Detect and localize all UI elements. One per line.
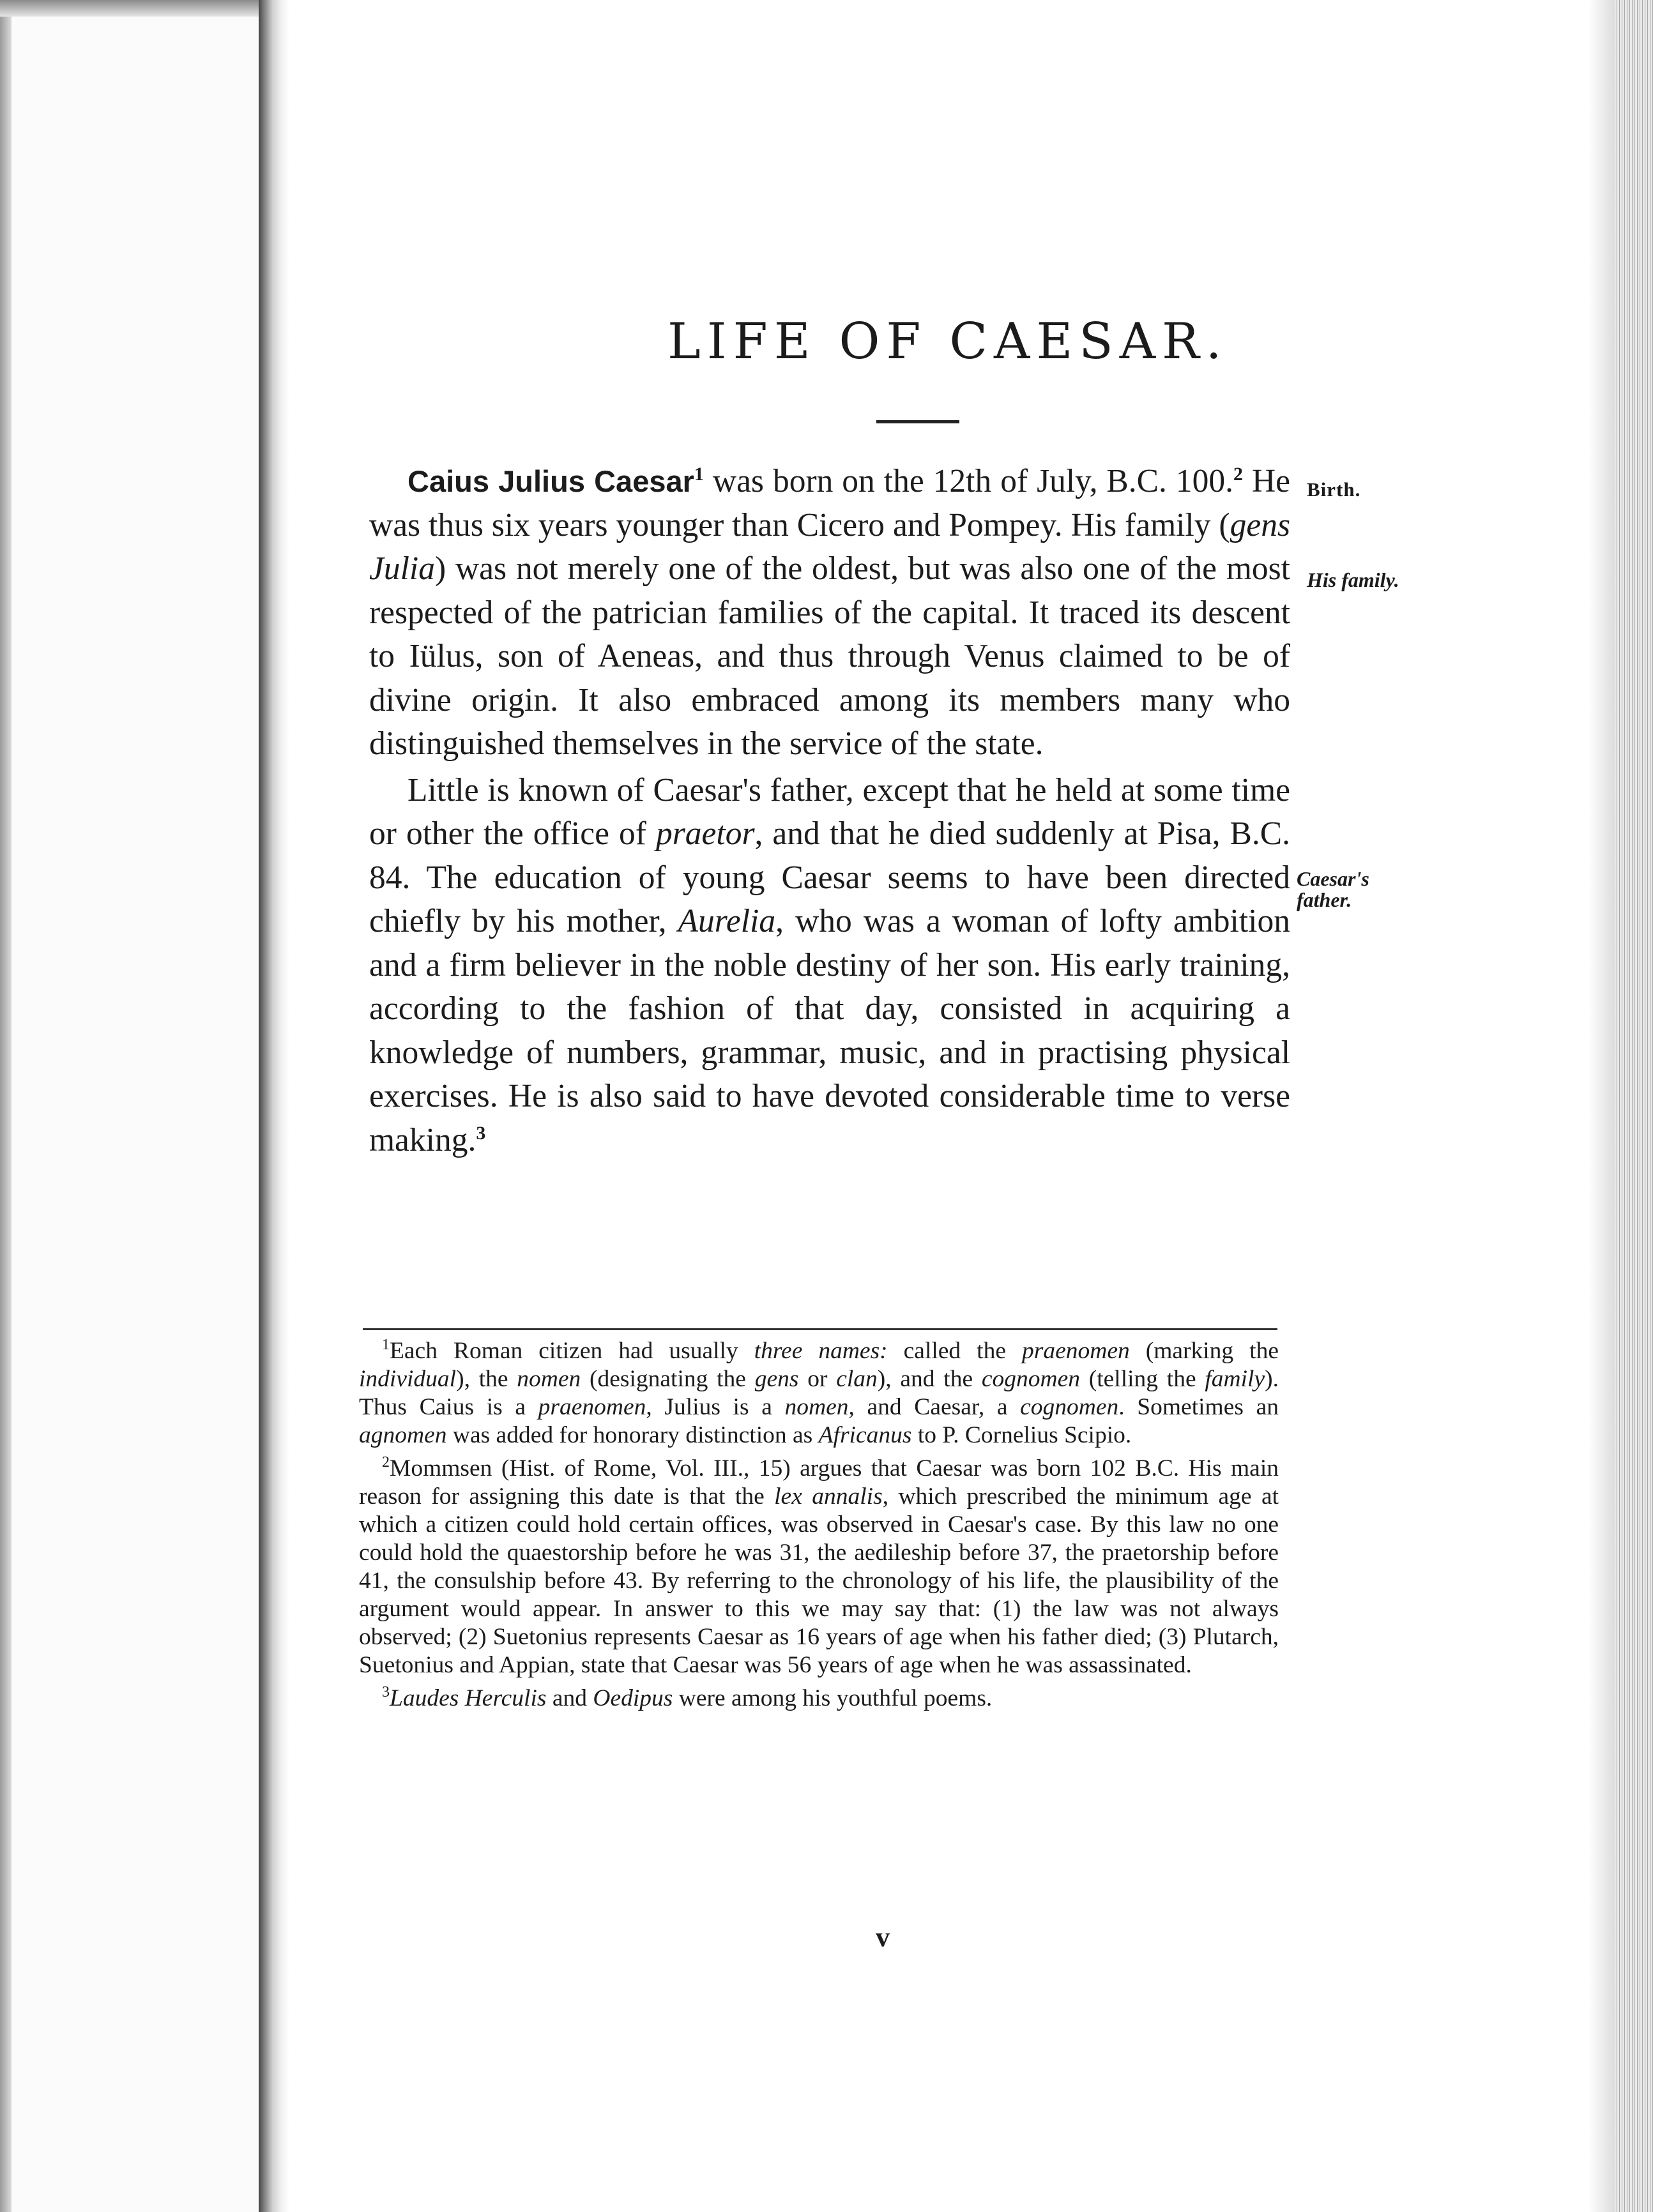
italic-run: praenomen bbox=[538, 1394, 646, 1420]
text-run: Mommsen (Hist. of Rome, Vol. III., 15) argues that Caesar was born 102 B.C. His main reason for assigning this date is that the bbox=[359, 1455, 1279, 1510]
footnote-ref-2: 2 bbox=[1233, 464, 1243, 485]
title-rule bbox=[876, 420, 959, 423]
italic-run: family bbox=[1205, 1366, 1265, 1392]
text-run: was added for honorary distinction as bbox=[446, 1422, 819, 1448]
footnote-2 bbox=[359, 1455, 1279, 1679]
italic-run: agnomen bbox=[359, 1422, 447, 1448]
text-run: , and that he died suddenly at Pisa, B.C. 84. The education of young Caesar seems to have been directed chiefly by his mother, bbox=[369, 815, 1290, 939]
margin-note-father-text: Caesar's father. bbox=[1297, 867, 1369, 911]
italic-run: Aurelia bbox=[678, 903, 776, 939]
text-run: Little is known of Caesar's father, except that he held at some time or other the office of bbox=[369, 771, 1290, 852]
text-run: were among his youthful poems. bbox=[673, 1685, 993, 1711]
paragraph-birth bbox=[369, 460, 1290, 766]
footnote-ref-3: 3 bbox=[476, 1122, 486, 1144]
margin-note-family: His family. bbox=[1307, 568, 1399, 591]
italic-run: cognomen bbox=[981, 1366, 1080, 1392]
text-run: ) was not merely one of the oldest, but was also one of the most respected of the patrician families of the capital. It traced its descent to Iülus, son of Aeneas, and thus through Venus claimed to be of divine origin. It also embraced among its members many who distinguished themselves in the service of the state. bbox=[369, 550, 1290, 762]
footnote-number: 1 bbox=[382, 1337, 390, 1353]
text-run: ), the bbox=[456, 1366, 517, 1392]
text-run: was born on the 12th of July, B.C. 100. bbox=[703, 463, 1233, 499]
italic-run: Oedipus bbox=[593, 1685, 673, 1711]
text-run: , who was a woman of lofty ambition and a firm believer in the noble destiny of her son. His early training, according to the fashion of that day, consisted in acquiring a knowledge of numbers, grammar, music, and in practising physical exercises. He is also said to have devoted considerable time to verse making. bbox=[369, 903, 1290, 1158]
footnote-3 bbox=[359, 1685, 1279, 1713]
footnote-ref-1: 1 bbox=[694, 464, 704, 485]
paragraph-father bbox=[369, 769, 1290, 1163]
text-run: (telling the bbox=[1079, 1366, 1205, 1392]
text-run: called the bbox=[887, 1338, 1022, 1364]
footnote-1 bbox=[359, 1337, 1279, 1450]
text-run: to P. Cornelius Scipio. bbox=[911, 1422, 1132, 1448]
text-run: , which prescribed the minimum age at which a citizen could hold certain offices, was observed in Caesar's case. By this law no one could hold the quaestorship before he was 31, the aedileship before 37, the praetorship before 41, the consulship before 43. By referring to the chronology of his life, the plausibility of the argument would appear. In answer to this we may say that: (1) the law was not always observed; (2) Suetonius represents Caesar as 16 years of age when his father died; (3) Plutarch, Suetonius and Appian, state that Caesar was 56 years of age when he was assassinated. bbox=[359, 1483, 1279, 1678]
text-run: , Julius is a bbox=[646, 1394, 785, 1420]
margin-note-father bbox=[1297, 868, 1367, 911]
text-run: . Sometimes an bbox=[1118, 1394, 1279, 1420]
text-run: or bbox=[798, 1366, 837, 1392]
italic-run: praenomen bbox=[1022, 1338, 1130, 1364]
footnote-number: 2 bbox=[382, 1454, 390, 1471]
page-title: LIFE OF CAESAR. bbox=[667, 313, 1228, 370]
footnote-rule bbox=[363, 1328, 1277, 1330]
footnotes bbox=[359, 1337, 1279, 1713]
text-run: , and Caesar, a bbox=[848, 1394, 1021, 1420]
italic-run: gens Julia bbox=[369, 506, 1290, 587]
text-run: (marking the bbox=[1129, 1338, 1279, 1364]
previous-page-edge bbox=[0, 0, 259, 2212]
lead-name: Caius Julius Caesar bbox=[408, 464, 694, 498]
text-run: He was thus six years younger than Cicero and Pompey. His family ( bbox=[369, 463, 1290, 543]
text-run: Each Roman citizen had usually bbox=[390, 1338, 754, 1364]
italic-run: gens bbox=[754, 1366, 799, 1392]
body-text bbox=[369, 460, 1290, 1162]
book-gutter bbox=[259, 0, 289, 2212]
margin-note-birth: Birth. bbox=[1307, 478, 1361, 501]
footnote-number: 3 bbox=[382, 1684, 390, 1701]
italic-run: three names: bbox=[754, 1338, 888, 1364]
italic-run: nomen bbox=[517, 1366, 581, 1392]
italic-run: Africanus bbox=[818, 1422, 912, 1448]
italic-run: clan bbox=[836, 1366, 878, 1392]
page-stack-edge bbox=[1615, 0, 1653, 2212]
page-number: v bbox=[876, 1921, 890, 1953]
italic-run: nomen bbox=[784, 1394, 849, 1420]
top-scan-border bbox=[0, 0, 259, 17]
text-run: (designating the bbox=[581, 1366, 755, 1392]
text-run: ). Thus Caius is a bbox=[359, 1366, 1279, 1420]
italic-run: cognomen bbox=[1020, 1394, 1119, 1420]
right-page-shadow bbox=[1588, 0, 1615, 2212]
italic-run: lex annalis bbox=[774, 1483, 883, 1510]
left-scan-border bbox=[0, 0, 11, 2212]
text-run: and bbox=[546, 1685, 593, 1711]
text-run: ), and the bbox=[877, 1366, 982, 1392]
italic-run: individual bbox=[359, 1366, 457, 1392]
italic-run: Laudes Herculis bbox=[390, 1685, 547, 1711]
italic-run: praetor bbox=[655, 815, 755, 852]
